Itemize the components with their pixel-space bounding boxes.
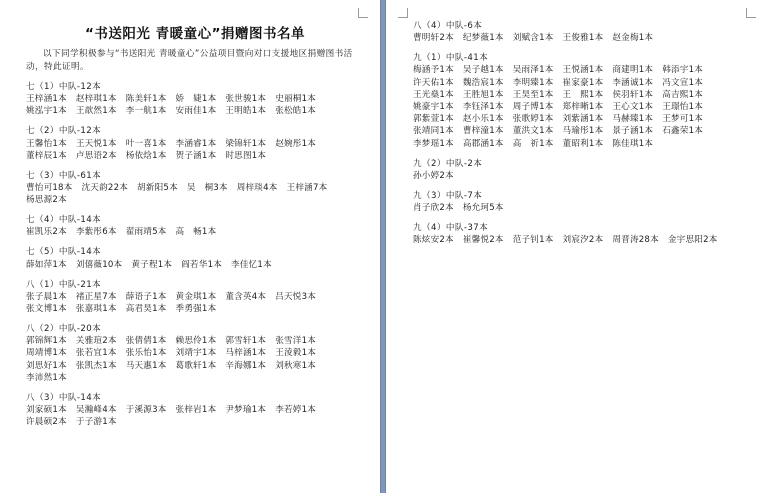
donor-entry: 王俊雅1本 xyxy=(562,33,604,44)
donor-entry: 马赫臻1本 xyxy=(612,114,654,125)
donor-entry: 张子晨1本 xyxy=(26,291,67,302)
donor-entry: 崔凯乐2本 xyxy=(26,227,67,238)
donor-entry: 吴瀚峰4本 xyxy=(75,405,117,416)
donor-list xyxy=(413,64,752,149)
class-section xyxy=(26,81,364,118)
donor-list xyxy=(26,335,364,384)
donor-entry: 史丽桐1本 xyxy=(275,94,317,105)
class-section xyxy=(413,20,752,44)
donor-entry: 陈炫安2本 xyxy=(413,235,454,246)
donor-entry: 韩添宇1本 xyxy=(662,65,704,76)
class-title: 七（5）中队-14本 xyxy=(26,247,102,258)
donor-entry: 张文博1本 xyxy=(26,304,67,315)
donor-entry: 张歌婷1本 xyxy=(512,114,554,125)
donor-entry: 辛海娜1本 xyxy=(225,360,267,371)
donor-entry: 叶一喜1本 xyxy=(125,138,167,149)
donor-entry: 周晋涛28本 xyxy=(612,235,659,246)
donor-entry: 郭雪轩1本 xyxy=(225,336,267,347)
donor-list xyxy=(26,93,364,117)
donor-entry: 李一航1本 xyxy=(125,106,167,117)
donor-entry: 葛歌轩1本 xyxy=(175,360,217,371)
donor-entry: 曹明轩2本 xyxy=(413,33,454,44)
right-page xyxy=(386,0,768,493)
donor-list xyxy=(413,234,752,246)
donor-entry: 王心文1本 xyxy=(612,102,654,113)
donor-entry: 高郡涵1本 xyxy=(462,138,504,149)
page-corner-mark xyxy=(398,8,408,18)
intro-paragraph: 以下同学积极参与“书送阳光 青暖童心”公益项目暨向对口支援地区捐赠图书活动，特此证明。 xyxy=(26,49,353,72)
donor-entry: 吴雨泽1本 xyxy=(512,65,554,76)
donor-entry: 高 畅1本 xyxy=(175,227,217,238)
class-section xyxy=(413,190,752,214)
donor-entry: 娇 婕1本 xyxy=(175,94,217,105)
donor-entry: 郭紫萱1本 xyxy=(413,114,454,125)
donor-entry: 王梓涵1本 xyxy=(26,94,67,105)
donor-entry: 赵梓琪1本 xyxy=(75,94,117,105)
class-title: 九（4）中队-37本 xyxy=(413,223,489,234)
donor-entry: 张凯杰1本 xyxy=(75,360,117,371)
donor-entry: 王淩毅1本 xyxy=(275,348,317,359)
class-title: 七（2）中队-12本 xyxy=(26,126,102,137)
class-section xyxy=(26,125,364,162)
class-title: 七（3）中队-61本 xyxy=(26,170,102,181)
donor-entry: 王昊至1本 xyxy=(512,89,554,100)
donor-entry: 黄子程1本 xyxy=(131,259,173,270)
donor-entry: 李明臻1本 xyxy=(512,77,554,88)
donor-entry: 董昭利1本 xyxy=(562,138,604,149)
left-section-list xyxy=(26,81,364,428)
class-section xyxy=(26,246,364,270)
donor-entry: 马瑜彤1本 xyxy=(562,126,604,137)
class-title: 八（1）中队-21本 xyxy=(26,279,102,290)
donor-entry: 孙小婷2本 xyxy=(413,170,454,181)
donor-entry: 王梓涵7本 xyxy=(286,183,328,194)
donor-entry: 张梓岩1本 xyxy=(175,405,217,416)
donor-entry: 杨依焓1本 xyxy=(125,150,167,161)
donor-entry: 沈天韵22本 xyxy=(81,183,129,194)
donor-entry: 李涵诚1本 xyxy=(612,77,654,88)
donor-entry: 赵小乐1本 xyxy=(462,114,504,125)
donor-entry: 于溪源3本 xyxy=(125,405,167,416)
donor-list xyxy=(26,138,364,162)
donor-entry: 张倩倩1本 xyxy=(125,336,167,347)
donor-entry: 冯文宣1本 xyxy=(662,77,704,88)
donor-entry: 范子钊1本 xyxy=(512,235,554,246)
donor-entry: 赖思伶1本 xyxy=(175,336,217,347)
donor-entry: 魏浩宸1本 xyxy=(462,77,504,88)
donor-entry: 纪梦薇1本 xyxy=(462,33,504,44)
donor-entry: 于子游1本 xyxy=(75,417,117,428)
donor-entry: 张松皓1本 xyxy=(275,106,317,117)
donor-entry: 贺子涵1本 xyxy=(175,150,217,161)
donor-entry: 周靖博1本 xyxy=(26,348,67,359)
class-title: 九（1）中队-41本 xyxy=(413,53,489,64)
donor-entry: 石鑫荣1本 xyxy=(662,126,704,137)
class-section xyxy=(413,52,752,150)
donor-entry: 安雨佳1本 xyxy=(175,106,217,117)
donor-entry: 刘宸汐2本 xyxy=(562,235,604,246)
class-section xyxy=(26,392,364,429)
right-section-list xyxy=(413,20,752,246)
left-page xyxy=(0,0,380,493)
donor-entry: 李若婷1本 xyxy=(275,405,317,416)
donor-entry: 王歆然1本 xyxy=(75,106,117,117)
donor-entry: 薛如萍1本 xyxy=(26,259,67,270)
donor-entry: 王馨怡1本 xyxy=(26,138,67,149)
donor-entry: 郭锦辉1本 xyxy=(26,336,67,347)
donor-entry: 王璟怡1本 xyxy=(662,102,704,113)
donor-entry: 杨允珂5本 xyxy=(462,203,504,214)
donor-entry: 季勇强1本 xyxy=(175,304,217,315)
donor-list xyxy=(413,170,752,182)
donor-entry: 张嘉琪1本 xyxy=(75,304,117,315)
donor-entry: 马梓涵1本 xyxy=(225,348,267,359)
donor-entry: 李涵睿1本 xyxy=(175,138,217,149)
donor-entry: 肖子欣2本 xyxy=(413,203,454,214)
donor-entry: 王明皓1本 xyxy=(225,106,267,117)
donor-entry: 时思图1本 xyxy=(225,150,267,161)
donor-entry: 马天惠1本 xyxy=(125,360,167,371)
donor-entry: 刘秋寒1本 xyxy=(275,360,317,371)
donor-entry: 阎若华1本 xyxy=(181,259,223,270)
donor-entry: 王悦涵1本 xyxy=(562,65,604,76)
donor-entry: 景子涵1本 xyxy=(612,126,654,137)
donor-entry: 褚正星7本 xyxy=(75,291,117,302)
donor-list xyxy=(26,404,364,428)
donor-entry: 刘僖薇10本 xyxy=(75,259,123,270)
donor-entry: 李梦瑶1本 xyxy=(413,138,454,149)
donor-entry: 薛语子1本 xyxy=(125,291,167,302)
donor-entry: 吴 桐3本 xyxy=(186,183,228,194)
class-title: 八（3）中队-14本 xyxy=(26,392,102,403)
page-corner-mark xyxy=(358,8,368,18)
donor-entry: 王梦可1本 xyxy=(662,114,704,125)
donor-entry: 周子博1本 xyxy=(512,102,554,113)
document-title: “书送阳光 青暖童心”捐赠图书名单 xyxy=(85,26,305,42)
donor-entry: 赵婉彤1本 xyxy=(275,138,317,149)
donor-entry: 梅涵予1本 xyxy=(413,65,454,76)
class-title: 九（3）中队-7本 xyxy=(413,190,483,201)
donor-entry: 胡新阳5本 xyxy=(137,183,178,194)
donor-entry: 翟雨靖5本 xyxy=(125,227,167,238)
donor-list xyxy=(413,32,752,44)
class-section xyxy=(26,214,364,238)
donor-entry: 董梓辰1本 xyxy=(26,150,67,161)
donor-entry: 崔馨悦2本 xyxy=(462,235,504,246)
donor-entry: 李佳忆1本 xyxy=(231,259,272,270)
donor-entry: 黄金琪1本 xyxy=(175,291,217,302)
donor-entry: 李沛然1本 xyxy=(26,372,67,383)
class-title: 九（2）中队-2本 xyxy=(413,158,483,169)
donor-entry: 曹梓潼1本 xyxy=(462,126,504,137)
class-section xyxy=(26,323,364,384)
donor-list xyxy=(413,202,752,214)
donor-entry: 高 祈1本 xyxy=(512,138,554,149)
donor-list xyxy=(26,291,364,315)
donor-entry: 刘紫涵1本 xyxy=(562,114,604,125)
donor-entry: 吴子越1本 xyxy=(462,65,504,76)
donor-entry: 梁锦轩1本 xyxy=(225,138,267,149)
donor-entry: 尹梦瑜1本 xyxy=(225,405,267,416)
donor-entry: 商建明1本 xyxy=(612,65,654,76)
donor-entry: 侯羽轩1本 xyxy=(612,89,654,100)
page-corner-mark xyxy=(746,8,756,18)
donor-entry: 刘思好1本 xyxy=(26,360,67,371)
donor-entry: 高君昊1本 xyxy=(125,304,167,315)
donor-entry: 郑梓晰1本 xyxy=(562,102,604,113)
donor-entry: 王 熙1本 xyxy=(562,89,604,100)
donor-entry: 姚泓宇1本 xyxy=(26,106,67,117)
donor-entry: 崔家豪1本 xyxy=(562,77,604,88)
donor-entry: 赵金梅1本 xyxy=(612,33,654,44)
class-title: 七（4）中队-14本 xyxy=(26,215,102,226)
class-section xyxy=(413,222,752,246)
donor-entry: 张雪洋1本 xyxy=(275,336,317,347)
donor-entry: 刘靖宇1本 xyxy=(175,348,217,359)
donor-entry: 张世骏1本 xyxy=(225,94,267,105)
donor-entry: 刘家硕1本 xyxy=(26,405,67,416)
class-section xyxy=(26,170,364,207)
donor-list xyxy=(26,259,364,271)
donor-entry: 陈佳琪1本 xyxy=(612,138,654,149)
class-title: 八（2）中队-20本 xyxy=(26,324,102,335)
donor-list xyxy=(26,226,364,238)
donor-entry: 杨思源2本 xyxy=(26,195,67,206)
donor-entry: 高吉熙1本 xyxy=(662,89,704,100)
donor-entry: 吕天悦3本 xyxy=(275,291,317,302)
class-section xyxy=(413,158,752,182)
donor-entry: 姚豪宇1本 xyxy=(413,102,454,113)
donor-entry: 许天佑1本 xyxy=(413,77,454,88)
donor-entry: 曹怡可18本 xyxy=(26,183,73,194)
donor-entry: 王光燊1本 xyxy=(413,89,454,100)
donor-entry: 李钰泽1本 xyxy=(462,102,504,113)
donor-list xyxy=(26,182,364,206)
donor-entry: 王胜旭1本 xyxy=(462,89,504,100)
donor-entry: 卢思语2本 xyxy=(75,150,117,161)
donor-entry: 关雅瑄2本 xyxy=(75,336,117,347)
donor-entry: 董洪文1本 xyxy=(512,126,554,137)
donor-entry: 董含英4本 xyxy=(225,291,267,302)
donor-entry: 许晨硕2本 xyxy=(26,417,67,428)
donor-entry: 刘赋含1本 xyxy=(512,33,554,44)
donor-entry: 金宇思阳2本 xyxy=(667,235,718,246)
donor-entry: 周梓琰4本 xyxy=(236,183,278,194)
donor-entry: 张乐怡1本 xyxy=(125,348,167,359)
donor-entry: 李紫彤6本 xyxy=(75,227,117,238)
donor-entry: 张靖同1本 xyxy=(413,126,454,137)
class-title: 七（1）中队-12本 xyxy=(26,82,102,92)
class-title: 八（4）中队-6本 xyxy=(413,21,483,31)
donor-entry: 王天悦1本 xyxy=(75,138,117,149)
class-section xyxy=(26,279,364,316)
donor-entry: 张若宜1本 xyxy=(75,348,117,359)
donor-entry: 陈美轩1本 xyxy=(125,94,167,105)
